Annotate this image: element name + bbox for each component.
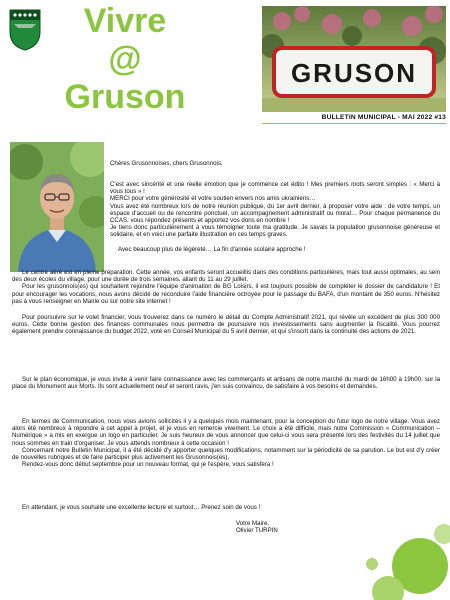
header-divider — [262, 123, 446, 124]
intro-school: Avec beaucoup plus de légèreté… La fin d'année scolaire approche ! — [118, 245, 306, 253]
title-at: @ — [108, 40, 142, 78]
paragraph-communication — [12, 418, 440, 468]
signature-block — [236, 520, 278, 535]
letter-greeting: Chères Grusonnoises, chers Grusonnois, — [110, 160, 223, 167]
mayor-portrait — [10, 142, 104, 272]
intro-gratitude: Je tiens donc particulièrement à vous témoigner toute ma gratitude. Je savais la population grusonnoise généreuse et solidaire, et en voici une parfaite illustration en ces temps graves. — [110, 224, 440, 239]
intro-thanks: C'est avec sincérité et une réelle émotion que je commence cet édito ! Mes premiers mots seront simples : « Merci à vous tous » ! — [110, 181, 440, 196]
para-communication-2: Concernant notre Bulletin Municipal, il a été décidé d'y apporter quelques modifications, notamment sur la périodicité de sa parution. Le but est d'y créer de nouvelles rubriques et de faire participer plus activement les Grusonnois(es). — [12, 446, 440, 462]
para-communication-3: Rendez-vous donc début septembre pour un nouveau format, qui je l'espère, vous satisfera ! — [22, 461, 274, 469]
bulletin-issue: BULLETIN MUNICIPAL - MAI 2022 #13 — [321, 114, 446, 121]
letter-closing — [12, 504, 440, 511]
paragraph-centre-aere — [12, 269, 440, 305]
para-finances: Pour poursuivre sur le volet financier, vous trouverez dans ce numéro le détail du Compte Administratif 2021, qui révèle un excédent de plus 300 000 euros. Cette bonne gestion des finances communales nous permettra de poursuivre nos investissements sans augmenter la fiscalité. Vous pourrez également prendre connaissance du budget 2022, voté en Conseil Municipal du 5 avril dernier, et qui s'inscrit dans la continuité des actions de 2021. — [12, 314, 440, 336]
para-communication-1: En termes de Communication, nous vous avions sollicités il y a quelques mois maintenant, pour la conception du futur logo de notre village. Vous avez alors été nombreux à répondre à cet appel à projet, et je vous en remercie vivement. Le choix a été difficile, mais notre Commission « Communication – Numérique » a mis en exergue un logo en particulier. Je suis heureux de vous annoncer que celui-ci vous sera présenté lors des festivités du 14 juillet que nous sommes en train d'organiser. Je vous attends nombreux à cette occasion ! — [12, 418, 440, 447]
para-centre-aere-2: Pour les grusonnois(es) qui souhaitent rejoindre l'équipe d'animation de BG Loisirs, il est toujours possible de compléter le dossier de candidature ! Et pour encourager les vocations, nous avons décidé de reconduire l'aide financière octroyée pour le passage du BAFA, d'un montant de 350 euros. N'hésitez pas à vous renseigner en Mairie ou sur notre site internet ! — [12, 283, 440, 305]
town-sign-photo — [262, 6, 446, 112]
signature-name: Olivier TURPIN — [236, 527, 278, 535]
para-centre-aere-1: Le centre aéré est en pleine préparation. Cette année, vos enfants seront accueillis dans des conditions particulières, mais tout aussi optimales, au sein des deux écoles du village, pour une durée de trois semaines, allant du 11 au 29 juillet. — [12, 269, 440, 284]
intro-meeting: Vous avez été nombreux lors de notre réunion publique, du 1er avril dernier, à proposer votre aide : de votre temps, un espace d'accueil ou de rencontre ponctuel, un accompagnement administratif ou moral… Pour chaque permanence du CCAS, vous répondez présents et apportez vos dons en nombre ! — [110, 202, 440, 225]
letter-intro — [110, 181, 440, 253]
title-vivre: Vivre — [83, 2, 167, 40]
signature-role: Votre Maire, — [236, 520, 270, 527]
closing-line: En attendant, je vous souhaite une excellente lecture et surtout… Prenez soin de vous ! — [22, 504, 261, 511]
paragraph-economy — [12, 376, 440, 390]
town-sign-text: GRUSON — [290, 58, 418, 88]
intro-ukraine: MERCI pour votre générosité et votre soutien envers nos amis ukrainiens… — [110, 195, 316, 203]
decorative-circles — [358, 520, 450, 600]
title-gruson: Gruson — [64, 78, 186, 116]
para-economy: Sur le plan économique, je vous invite à venir faire connaissance avec les commerçants et artisans de notre marché du mardi de 16h00 à 19h00, sur la place du Monument aux Morts. Ils sont actuellement neuf et seront ravis, j'en suis convaincu, de satisfaire à vos besoins et demandes. — [12, 376, 440, 391]
paragraph-finances — [12, 314, 440, 336]
